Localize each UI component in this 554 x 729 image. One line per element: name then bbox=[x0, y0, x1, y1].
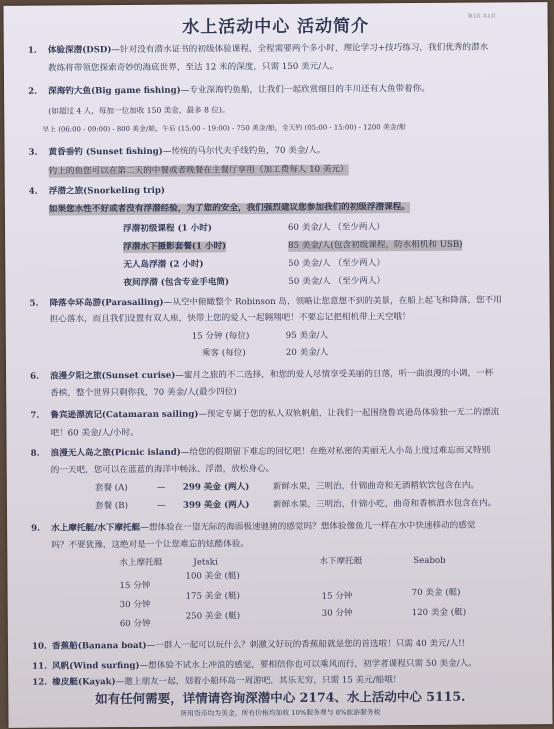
item-sunsetcruise-desc2: 香槟，整个世界只剩你我，70 美金/人(最少四位) bbox=[50, 387, 237, 399]
page-title: 水上活动中心 活动简介 bbox=[182, 16, 370, 38]
item-banana-desc1: —一群人一起可以玩什么？刺激又好玩的香蕉船就是您的首选啦！只需 40 美元/人!! bbox=[146, 638, 466, 651]
jetski-row-time: 30 分钟 bbox=[119, 599, 151, 611]
item-sunsetcruise-name: 浪漫夕阳之旅(Sunset curise) bbox=[50, 370, 176, 382]
item-number: 2. bbox=[28, 86, 38, 97]
item-sunsetcruise-line1 bbox=[50, 368, 493, 382]
item-jetski-desc2: 吗？不要犹豫，这绝对是一个让您难忘的炫酷体验。 bbox=[51, 539, 249, 551]
picnic-row-name: 套餐 (A) bbox=[94, 483, 128, 494]
item-number: 6. bbox=[30, 371, 40, 382]
picnic-row-desc: 新鲜水果，三明治，什锦曲奇和无酒精软饮包含在内。 bbox=[272, 480, 480, 493]
jetski-row-time: 60 分钟 bbox=[119, 618, 151, 630]
item-snorkeling-notice: 如果您水性不好或者没有浮潜经验，为了您的安全，我们强烈建议您参加我们的初级浮潜课程。 bbox=[48, 202, 410, 215]
item-kayak-desc1: —邀上朋友一起，划着小船环岛一周游吧，其乐无穷，只需 15 美元/船哦！ bbox=[115, 675, 402, 688]
item-number: 3. bbox=[28, 147, 38, 158]
item-biggame-desc2: (如超过 4 人，每加一位加收 150 美金，最多 8 位)。 bbox=[48, 105, 230, 116]
item-number: 1. bbox=[27, 45, 37, 56]
tax-note: 所用货币均为美金，所有价格均加收 10%服务费与 8%旅游服务税 bbox=[180, 708, 381, 718]
item-number: 12. bbox=[32, 677, 48, 688]
item-snorkeling-name: 浮潜之旅(Snorkeling trip) bbox=[48, 185, 166, 197]
item-number: 9. bbox=[31, 523, 41, 534]
item-dsd-desc1: —针对没有潜水证书的初级体验课程，全程需要两个多小时，理论学习+技巧练习，我们优秀的潜水 bbox=[111, 42, 489, 56]
item-catamaran-line1 bbox=[50, 407, 499, 421]
jetski-row-price: 250 美金 (艇) bbox=[185, 611, 241, 622]
item-number: 4. bbox=[28, 186, 38, 197]
item-parasailing-name: 降落伞环岛游(Parasailing) bbox=[49, 297, 164, 309]
item-number: 7. bbox=[30, 410, 40, 421]
picnic-row-dash: — bbox=[156, 500, 166, 511]
snorkeling-row-price: 85 美金/人(包含初级课程，防水相机和 USB) bbox=[288, 239, 463, 251]
item-sunsetfishing-desc1: —传统的马尔代夫手线钓鱼，70 美金/人。 bbox=[162, 145, 326, 157]
seabob-head: 水下摩托艇 bbox=[319, 556, 363, 567]
seabob-row-price: 120 美金 (艇) bbox=[411, 607, 467, 619]
item-dsd-name: 体验深潜(DSD) bbox=[47, 45, 112, 56]
seabob-row-time: 30 分钟 bbox=[321, 608, 353, 619]
snorkeling-row-price: 50 美金/人 （至少两人） bbox=[288, 276, 386, 287]
item-biggame-desc3: 早上 (06:00 - 09:00) - 800 美金/船，午后 (15:00 - 19:00) - 750 美金/船，全天钓 (05:00 - 15:00) - 1200 美金/船 bbox=[42, 123, 406, 134]
item-biggame-desc1: —专业深海钓鱼船，让我们一起欣赏细目的丰川还有大鱼带着你。 bbox=[180, 83, 430, 96]
item-number: 10. bbox=[31, 641, 47, 652]
seabob-head-en: Seabob bbox=[413, 555, 446, 567]
item-windsurf-desc1: —想体验不试水上冲浪的感觉，要相信你也可以乘风而行，初学者课程只需 50 美金/人。 bbox=[139, 658, 477, 671]
jetski-row-price: 175 美金 (艇) bbox=[185, 591, 241, 602]
item-banana-line1 bbox=[52, 639, 465, 653]
item-catamaran-desc1: —预定专属于您的私人双轨帆船，让我们一起围绕鲁宾逊岛体验独一无二的漂流 bbox=[198, 407, 500, 420]
snorkeling-row-name: 浮潜水下摄影套餐(1 小时) bbox=[123, 241, 227, 253]
item-dsd-line1 bbox=[48, 43, 488, 57]
item-picnic-name: 浪漫无人岛之旅(Picnic island) bbox=[50, 447, 181, 459]
jetski-head: 水上摩托艇 bbox=[119, 557, 163, 569]
item-kayak-name: 橡皮艇(Kayak) bbox=[52, 677, 116, 688]
parasailing-row-name: 乘客 (每位) bbox=[201, 348, 246, 359]
item-dsd-desc2: 教练将带领您探索奇妙的海底世界，至达 12 米的深度，只需 150 美元/人。 bbox=[47, 61, 339, 74]
item-biggame-name: 深海钓大鱼(Big game fishing) bbox=[48, 85, 181, 97]
snorkeling-row-name: 浮潜初级课程 (1 小时) bbox=[123, 223, 212, 235]
item-windsurf-line1 bbox=[52, 659, 477, 673]
picnic-row-price: 299 美金 (两人) bbox=[182, 482, 250, 493]
parasailing-row-price: 20 美金/人 bbox=[285, 347, 329, 358]
item-sunsetfishing-line1 bbox=[48, 146, 325, 159]
item-banana-name: 香蕉船(Banana boat) bbox=[51, 640, 147, 652]
picnic-row-dash: — bbox=[156, 482, 166, 493]
item-picnic-desc1: —给您的假期留下难忘的回忆吧！在绝对私密的美丽无人小岛上度过难忘而又特别 bbox=[180, 445, 491, 458]
item-sunsetfishing-name: 黄昏垂钓 (Sunset fishing) bbox=[48, 146, 163, 158]
item-jetski-name: 水上摩托艇/水下摩托艇 bbox=[51, 522, 141, 534]
parasailing-row-name: 15 分钟 (每位) bbox=[191, 331, 250, 342]
seabob-row-time: 15 分钟 bbox=[321, 591, 353, 602]
picnic-row-desc: 新鲜水果，三明治，什锦小吃，曲奇和香槟酒水包含在内。 bbox=[272, 498, 497, 511]
seabob-row-price: 70 美金 (艇) bbox=[411, 587, 461, 599]
item-parasailing-line1 bbox=[50, 295, 502, 309]
item-number: 11. bbox=[32, 661, 48, 672]
item-biggame-line1 bbox=[48, 84, 430, 98]
snorkeling-row-price: 60 美金/人 （至少两人） bbox=[288, 222, 385, 233]
item-parasailing-desc2: 担心落水，而且我们设置有双人座，快带上您的爱人一起翱翔吧！不要忘记把相机带上天空哦！ bbox=[49, 312, 411, 325]
picnic-row-price: 399 美金 (两人) bbox=[182, 500, 250, 511]
jetski-row-price: 100 美金 (艇) bbox=[185, 571, 240, 582]
jetski-row-time: 15 分钟 bbox=[119, 580, 151, 592]
snorkeling-row-name: 无人岛浮潜 (2 小时) bbox=[123, 259, 204, 271]
snorkeling-row-price: 50 美金/人 （至少两人） bbox=[288, 258, 385, 269]
item-parasailing-desc1: —从空中俯瞰整个 Robinson 岛，领略让您意想不到的美景，在船上起飞和降落，您不用 bbox=[163, 295, 502, 308]
item-jetski-desc1: —想体验在一望无际的海面极速驰骋的感觉吗？想体验像鱼儿一样在水中快速移动的感觉 bbox=[140, 520, 476, 533]
item-number: 8. bbox=[30, 448, 40, 459]
item-picnic-line1 bbox=[51, 446, 491, 460]
item-sunsetcruise-desc1: —蜜月之旅的不二选择，和您的爱人尽情享受美丽的日落，听一曲浪漫的小调，一杯 bbox=[175, 368, 494, 381]
item-catamaran-name: 鲁宾逊漂流记(Catamaran sailing) bbox=[50, 409, 199, 421]
contact-footer: 如有任何需要，详情请咨询深潜中心 2174、水上活动中心 5115. bbox=[95, 688, 466, 707]
page-number: 第1页 共1页 bbox=[467, 13, 496, 20]
item-windsurf-name: 风帆(Wind surfing) bbox=[52, 660, 140, 672]
jetski-head-en: Jetski bbox=[193, 557, 218, 568]
item-number: 5. bbox=[29, 298, 39, 309]
item-picnic-desc2: 的一天吧，您可以在蓝蓝的海洋中畅泳、浮潜，放松身心。 bbox=[50, 464, 275, 476]
item-catamaran-desc2: 吧！60 美金/人/小时。 bbox=[50, 427, 139, 439]
item-jetski-line1 bbox=[51, 521, 475, 535]
item-sunsetfishing-desc2: 钓上的鱼您可以在第二天的中餐或者晚餐在主餐厅享用（加工费每人 10 美元） bbox=[48, 164, 349, 177]
parasailing-row-price: 95 美金/人 bbox=[285, 330, 329, 341]
picnic-row-name: 套餐 (B) bbox=[94, 501, 128, 512]
activity-sheet bbox=[3, 2, 552, 728]
snorkeling-row-name: 夜间浮潜 (包含专业手电筒) bbox=[123, 277, 230, 289]
